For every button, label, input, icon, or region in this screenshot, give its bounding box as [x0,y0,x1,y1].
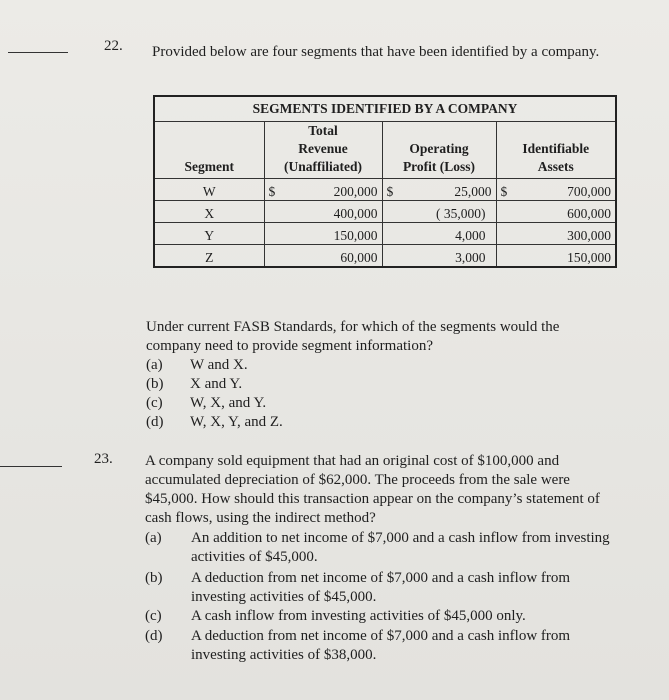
table-row [154,179,616,201]
segments-table [153,95,617,268]
profit-cell: 4,000 [382,223,496,245]
option-22-a[interactable]: (a) W and X. [146,357,248,373]
revenue-cell: 150,000 [264,223,382,245]
option-23-d[interactable]: (d) A deduction from net income of $7,000 and a cash inflow from investing activities of $38,000. [145,628,571,663]
option-22-b[interactable]: (b) X and Y. [146,376,243,392]
table-row [154,223,616,245]
assets-cell: 150,000 [496,245,616,268]
assets-cell: 300,000 [496,223,616,245]
header-total-revenue: Total Revenue (Unaffiliated) [264,122,382,179]
revenue-cell: 400,000 [264,201,382,223]
profit-cell: $ 25,000 [382,179,496,201]
header-operating-profit: Operating Profit (Loss) [382,122,496,179]
profit-cell: ( 35,000) [382,201,496,223]
table-header-row [154,122,616,179]
option-23-c[interactable]: (c) A cash inflow from investing activities of $45,000 only. [145,608,526,624]
question-number-23: 23. [94,451,113,467]
question-22-stem: Provided below are four segments that have been identified by a company. [152,44,600,60]
question-number-22: 22. [104,38,123,54]
option-22-c[interactable]: (c) W, X, and Y. [146,395,267,411]
table-title: SEGMENTS IDENTIFIED BY A COMPANY [154,96,616,122]
revenue-cell: 60,000 [264,245,382,268]
table-row [154,245,616,268]
profit-cell: 3,000 [382,245,496,268]
question-23-stem: A company sold equipment that had an original cost of $100,000 and accumulated depreciation of $62,000. The proceeds from the sale were $45,000. How should this transaction appear on the company’s statement of cash flows, using the indirect method? [145,453,600,526]
option-22-d[interactable]: (d) W, X, Y, and Z. [146,414,283,430]
question-22-prompt: Under current FASB Standards, for which of the segments would the company need to provide segment information? [146,319,560,354]
option-23-b[interactable]: (b) A deduction from net income of $7,000 and a cash inflow from investing activities of $45,000. [145,570,571,605]
segment-cell: X [154,201,264,223]
segment-cell: Y [154,223,264,245]
answer-blank-22[interactable] [8,52,68,53]
revenue-cell: $ 200,000 [264,179,382,201]
assets-cell: $ 700,000 [496,179,616,201]
header-identifiable-assets: Identifiable Assets [496,122,616,179]
segment-cell: W [154,179,264,201]
segment-cell: Z [154,245,264,268]
assets-cell: 600,000 [496,201,616,223]
answer-blank-23[interactable] [0,466,62,467]
option-23-a[interactable]: (a) An addition to net income of $7,000 and a cash inflow from investing activities of $45,000. [145,530,610,565]
table-row [154,201,616,223]
header-segment: Segment [154,122,264,179]
